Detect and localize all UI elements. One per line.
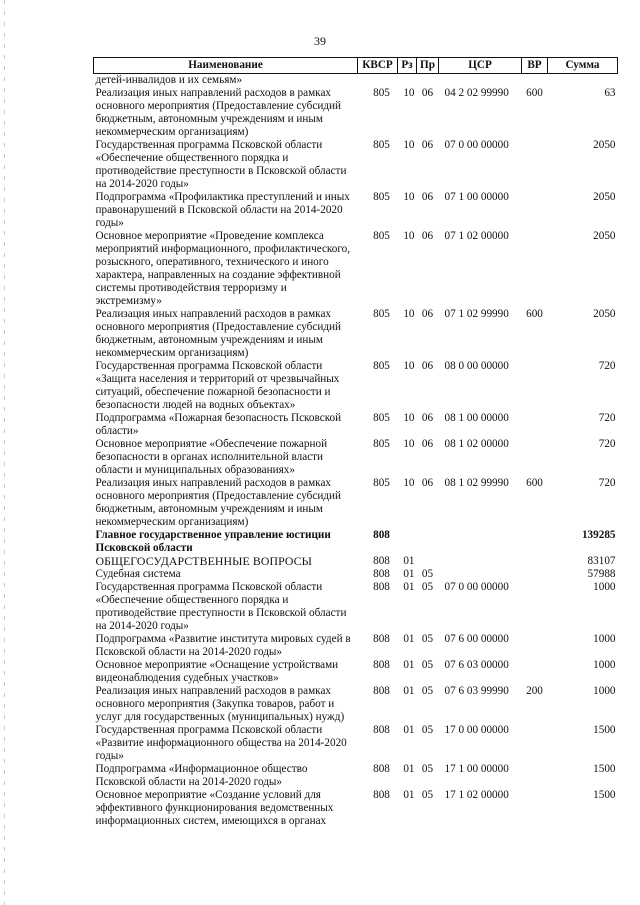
cell-csr <box>439 74 522 88</box>
cell-pr <box>417 74 439 88</box>
cell-sum: 63 <box>604 87 616 99</box>
cell-csr <box>439 568 522 581</box>
cell-pr: 06 <box>421 360 434 372</box>
cell-name: Государственная программа Псковской области «Обеспечение общественного порядка и противодействие преступности в Псковской области на 2014-2020 годы» <box>95 139 347 190</box>
header-vr: ВР <box>522 58 548 74</box>
cell-pr: 06 <box>421 477 434 489</box>
cell-kvsr: 808 <box>373 633 390 645</box>
cell-vr <box>522 568 548 581</box>
cell-sum: 1500 <box>593 724 616 736</box>
cell-rz: 10 <box>403 308 415 320</box>
cell-pr <box>417 555 439 568</box>
cell-name: Подпрограмма «Информационное общество Псковской области на 2014-2020 годы» <box>95 763 308 788</box>
cell-sum: 720 <box>598 412 616 424</box>
cell-pr: 05 <box>421 581 434 593</box>
header-kvsr: КВСР <box>358 58 398 74</box>
cell-rz: 10 <box>403 477 415 489</box>
cell-kvsr: 805 <box>373 412 390 424</box>
table-row <box>94 633 618 659</box>
header-rz: Рз <box>398 58 417 74</box>
cell-name: Государственная программа Псковской области «Защита населения и территорий от чрезвычайных ситуаций, обеспечение пожарной безопасности и безопасности людей на водных объектах» <box>95 360 340 411</box>
cell-pr <box>417 529 439 555</box>
cell-sum: 139285 <box>581 529 616 541</box>
table-row <box>94 87 618 139</box>
cell-csr: 08 1 00 00000 <box>444 412 509 424</box>
cell-csr: 04 2 02 99990 <box>444 87 509 99</box>
cell-pr: 06 <box>421 438 434 450</box>
table-body <box>94 74 618 829</box>
cell-pr: 06 <box>421 308 434 320</box>
cell-sum: 2050 <box>593 308 616 320</box>
cell-sum: 2050 <box>593 191 616 203</box>
cell-name: Реализация иных направлений расходов в рамках основного мероприятия (Предоставление субсидий бюджетным, автономным учреждениям и иным некоммерческим организациям) <box>95 477 341 528</box>
cell-vr <box>522 412 548 438</box>
cell-rz: 01 <box>403 581 415 593</box>
table-row <box>94 555 618 568</box>
cell-rz: 10 <box>403 412 415 424</box>
cell-sum: 2050 <box>593 139 616 151</box>
cell-pr: 05 <box>421 568 434 580</box>
header-sum: Сумма <box>548 58 618 74</box>
scan-binding-edge <box>4 0 5 905</box>
table-row <box>94 412 618 438</box>
cell-csr <box>439 555 522 568</box>
cell-name: Судебная система <box>95 568 181 580</box>
cell-pr: 06 <box>421 191 434 203</box>
cell-csr: 07 1 02 00000 <box>444 230 509 242</box>
table-row <box>94 529 618 555</box>
cell-vr: 200 <box>526 685 543 697</box>
cell-name: Реализация иных направлений расходов в рамках основного мероприятия (Предоставление субсидий бюджетным, автономным учреждениям и иным некоммерческим организациям) <box>95 308 341 359</box>
cell-vr <box>522 633 548 659</box>
cell-rz: 10 <box>403 87 415 99</box>
cell-sum: 57988 <box>587 568 616 580</box>
cell-vr: 600 <box>526 87 543 99</box>
cell-rz: 01 <box>403 633 415 645</box>
cell-csr: 17 0 00 00000 <box>444 724 509 736</box>
cell-name: Основное мероприятие «Оснащение устройствами видеонаблюдения судебных участков» <box>95 659 339 684</box>
header-pr: Пр <box>417 58 439 74</box>
cell-csr <box>439 529 522 555</box>
cell-vr <box>522 74 548 88</box>
table-row <box>94 789 618 828</box>
cell-pr: 05 <box>421 633 434 645</box>
table-row <box>94 724 618 763</box>
cell-pr: 06 <box>421 412 434 424</box>
cell-csr: 07 6 03 99990 <box>444 685 509 697</box>
cell-name: Государственная программа Псковской области «Обеспечение общественного порядка и противодействие преступности в Псковской области на 2014-2020 годы» <box>95 581 347 632</box>
cell-kvsr: 808 <box>373 724 390 736</box>
table-row <box>94 568 618 581</box>
cell-rz: 01 <box>403 724 415 736</box>
cell-vr: 600 <box>526 477 543 489</box>
budget-table <box>93 57 618 828</box>
cell-pr: 05 <box>421 724 434 736</box>
cell-sum: 1000 <box>593 581 616 593</box>
cell-sum: 1000 <box>593 633 616 645</box>
cell-pr: 06 <box>421 139 434 151</box>
cell-name: Реализация иных направлений расходов в рамках основного мероприятия (Предоставление субсидий бюджетным, автономным учреждениям и иным некоммерческим организациям) <box>95 87 341 138</box>
cell-rz: 10 <box>403 438 415 450</box>
budget-table-container <box>93 57 617 828</box>
header-csr: ЦСР <box>439 58 522 74</box>
cell-rz: 10 <box>403 230 415 242</box>
table-row <box>94 191 618 230</box>
cell-kvsr: 805 <box>373 308 390 320</box>
cell-csr: 07 1 02 99990 <box>444 308 509 320</box>
cell-kvsr: 808 <box>373 685 390 697</box>
cell-kvsr: 805 <box>373 191 390 203</box>
cell-kvsr <box>358 74 398 88</box>
cell-pr: 05 <box>421 659 434 671</box>
cell-kvsr: 805 <box>373 230 390 242</box>
cell-kvsr: 805 <box>373 360 390 372</box>
cell-pr: 05 <box>421 763 434 775</box>
cell-kvsr: 808 <box>373 568 390 580</box>
cell-name: Основное мероприятие «Обеспечение пожарной безопасности в органах исполнительной власти области и муниципальных образованиях» <box>95 438 328 476</box>
cell-csr: 07 6 03 00000 <box>444 659 509 671</box>
cell-kvsr: 805 <box>373 438 390 450</box>
cell-vr <box>522 438 548 477</box>
cell-kvsr: 808 <box>373 763 390 775</box>
cell-sum: 1000 <box>593 659 616 671</box>
cell-kvsr: 808 <box>373 529 390 541</box>
cell-rz: 01 <box>403 568 415 580</box>
cell-name: Подпрограмма «Пожарная безопасность Псковской области» <box>95 412 342 437</box>
cell-vr <box>522 191 548 230</box>
table-row <box>94 438 618 477</box>
table-row <box>94 308 618 360</box>
cell-vr <box>522 724 548 763</box>
cell-vr <box>522 555 548 568</box>
cell-pr: 05 <box>421 789 434 801</box>
cell-sum <box>548 74 618 88</box>
cell-kvsr: 808 <box>373 555 390 567</box>
cell-kvsr: 805 <box>373 477 390 489</box>
cell-pr: 06 <box>421 230 434 242</box>
cell-csr: 08 1 02 00000 <box>444 438 509 450</box>
cell-sum: 720 <box>598 477 616 489</box>
cell-vr <box>522 763 548 789</box>
table-row <box>94 477 618 529</box>
table-row <box>94 74 618 88</box>
cell-sum: 2050 <box>593 230 616 242</box>
cell-name: Реализация иных направлений расходов в рамках основного мероприятия (Закупка товаров, работ и услуг для государственных (муниципальных) нужд) <box>95 685 345 723</box>
cell-rz: 10 <box>403 191 415 203</box>
page-number: 39 <box>314 34 326 48</box>
cell-sum: 1500 <box>593 763 616 775</box>
cell-kvsr: 808 <box>373 789 390 801</box>
table-header-row <box>94 58 618 74</box>
cell-csr: 07 0 00 00000 <box>444 581 509 593</box>
cell-csr: 07 6 00 00000 <box>444 633 509 645</box>
cell-rz: 01 <box>403 685 415 697</box>
cell-name: Подпрограмма «Развитие института мировых судей в Псковской области на 2014-2020 годы» <box>95 633 351 658</box>
table-row <box>94 581 618 633</box>
cell-vr <box>522 659 548 685</box>
cell-rz <box>398 529 417 555</box>
cell-csr: 07 0 00 00000 <box>444 139 509 151</box>
cell-rz: 01 <box>403 763 415 775</box>
cell-sum: 720 <box>598 360 616 372</box>
cell-vr <box>522 360 548 412</box>
table-row <box>94 230 618 308</box>
cell-sum: 1500 <box>593 789 616 801</box>
cell-sum: 720 <box>598 438 616 450</box>
cell-vr: 600 <box>526 308 543 320</box>
cell-csr: 08 0 00 00000 <box>444 360 509 372</box>
cell-vr <box>522 230 548 308</box>
header-name: Наименование <box>94 58 358 74</box>
cell-name: Подпрограмма «Профилактика преступлений и иных правонарушений в Псковской области на 2014-2020 годы» <box>95 191 350 229</box>
cell-name: Государственная программа Псковской области «Развитие информационного общества на 2014-2020 годы» <box>95 724 347 762</box>
table-row <box>94 360 618 412</box>
cell-sum: 83107 <box>587 555 616 567</box>
cell-rz: 10 <box>403 360 415 372</box>
cell-kvsr: 805 <box>373 87 390 99</box>
cell-csr: 07 1 00 00000 <box>444 191 509 203</box>
cell-name: Основное мероприятие «Проведение комплекса мероприятий информационного, профилактического, розыскного, оперативного, технического и иного характера, направленных на создание эффективной системы противодействия терроризму и экстремизму» <box>95 230 351 307</box>
cell-pr: 06 <box>421 87 434 99</box>
table-row <box>94 685 618 724</box>
cell-kvsr: 808 <box>373 659 390 671</box>
cell-rz: 01 <box>403 659 415 671</box>
table-row <box>94 763 618 789</box>
cell-name: детей-инвалидов и их семьям» <box>95 74 243 86</box>
table-row <box>94 659 618 685</box>
cell-vr <box>522 529 548 555</box>
cell-vr <box>522 139 548 191</box>
cell-rz <box>398 74 417 88</box>
cell-kvsr: 808 <box>373 581 390 593</box>
cell-rz: 01 <box>403 555 415 567</box>
cell-rz: 10 <box>403 139 415 151</box>
cell-vr <box>522 789 548 828</box>
cell-kvsr: 805 <box>373 139 390 151</box>
cell-name: ОБЩЕГОСУДАРСТВЕННЫЕ ВОПРОСЫ <box>95 554 312 568</box>
cell-csr: 17 1 02 00000 <box>444 789 509 801</box>
cell-name: Основное мероприятие «Создание условий для эффективного функционирования ведомственных информационных систем, имеющихся в органах <box>95 789 334 827</box>
cell-vr <box>522 581 548 633</box>
cell-name: Главное государственное управление юстиции Псковской области <box>95 529 331 554</box>
cell-sum: 1000 <box>593 685 616 697</box>
cell-rz: 01 <box>403 789 415 801</box>
cell-csr: 17 1 00 00000 <box>444 763 509 775</box>
table-row <box>94 139 618 191</box>
cell-csr: 08 1 02 99990 <box>444 477 509 489</box>
cell-pr: 05 <box>421 685 434 697</box>
